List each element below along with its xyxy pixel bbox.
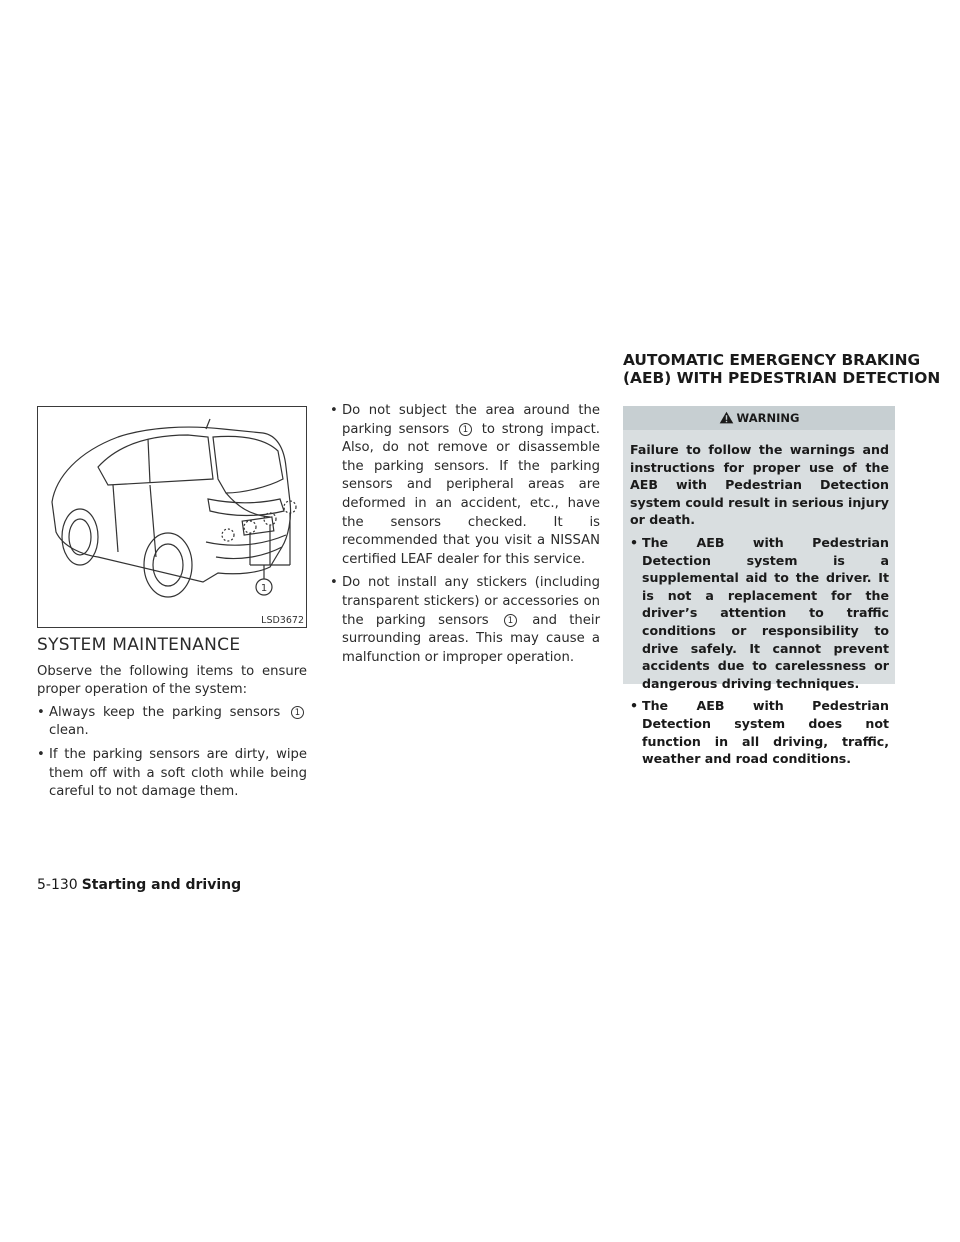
callout-1-icon: 1: [291, 706, 304, 719]
caution-list: [330, 402, 600, 667]
car-drawing-icon: [38, 407, 306, 627]
warning-triangle-icon: [719, 411, 734, 424]
maintenance-intro: Observe the following items to ensure proper operation of the system:: [37, 663, 307, 698]
maintenance-section: [37, 636, 307, 807]
callout-1-icon: 1: [459, 423, 472, 436]
warning-body: [623, 430, 895, 768]
list-item: • Do not subject the area around the parking sensors 1 to strong impact. Also, do not remove or disassemble the parking sensors. If the parking sensors and peripheral areas are deformed in an accident, etc., have the sensors checked. It is recommended that you visit a NISSAN certified LEAF dealer for this service.: [330, 402, 600, 569]
warning-intro: Failure to follow the warnings and instructions for proper use of the AEB with Pedestrian Detection system could result in serious injury or death.: [630, 442, 889, 528]
sensor-cautions: [330, 402, 600, 672]
maintenance-title: SYSTEM MAINTENANCE: [37, 635, 241, 655]
warning-title: WARNING: [623, 406, 895, 430]
list-item: • If the parking sensors are dirty, wipe them off with a soft cloth while being careful to not damage them.: [37, 746, 307, 802]
list-item: • The AEB with Pedestrian Detection system is a supplemental aid to the driver. It is not a replacement for the driver’s attention to traffic conditions or responsibility to drive safely. It cannot prevent accidents due to carelessness or dangerous driving techniques.: [630, 534, 889, 692]
callout-1-icon: 1: [504, 614, 517, 627]
warning-list: [630, 534, 889, 768]
list-item: • The AEB with Pedestrian Detection system does not function in all driving, traffic, weather and road conditions.: [630, 697, 889, 767]
car-rear-illustration: [37, 406, 307, 628]
chapter-title: Starting and driving: [81, 877, 242, 893]
page-number: 5-130: [37, 877, 78, 893]
section-heading: AUTOMATIC EMERGENCY BRAKING (AEB) WITH PEDESTRIAN DETECTION: [623, 351, 941, 387]
page-footer: [37, 877, 241, 893]
figure-callout: 1: [260, 583, 268, 594]
list-item: • Do not install any stickers (including transparent stickers) or accessories on the parking sensors 1 and their surrounding areas. This may cause a malfunction or improper operation.: [330, 574, 600, 667]
maintenance-list: [37, 704, 307, 802]
figure-code: LSD3672: [261, 615, 304, 626]
list-item: • Always keep the parking sensors 1 clean.: [37, 704, 307, 741]
warning-box: [623, 406, 895, 767]
